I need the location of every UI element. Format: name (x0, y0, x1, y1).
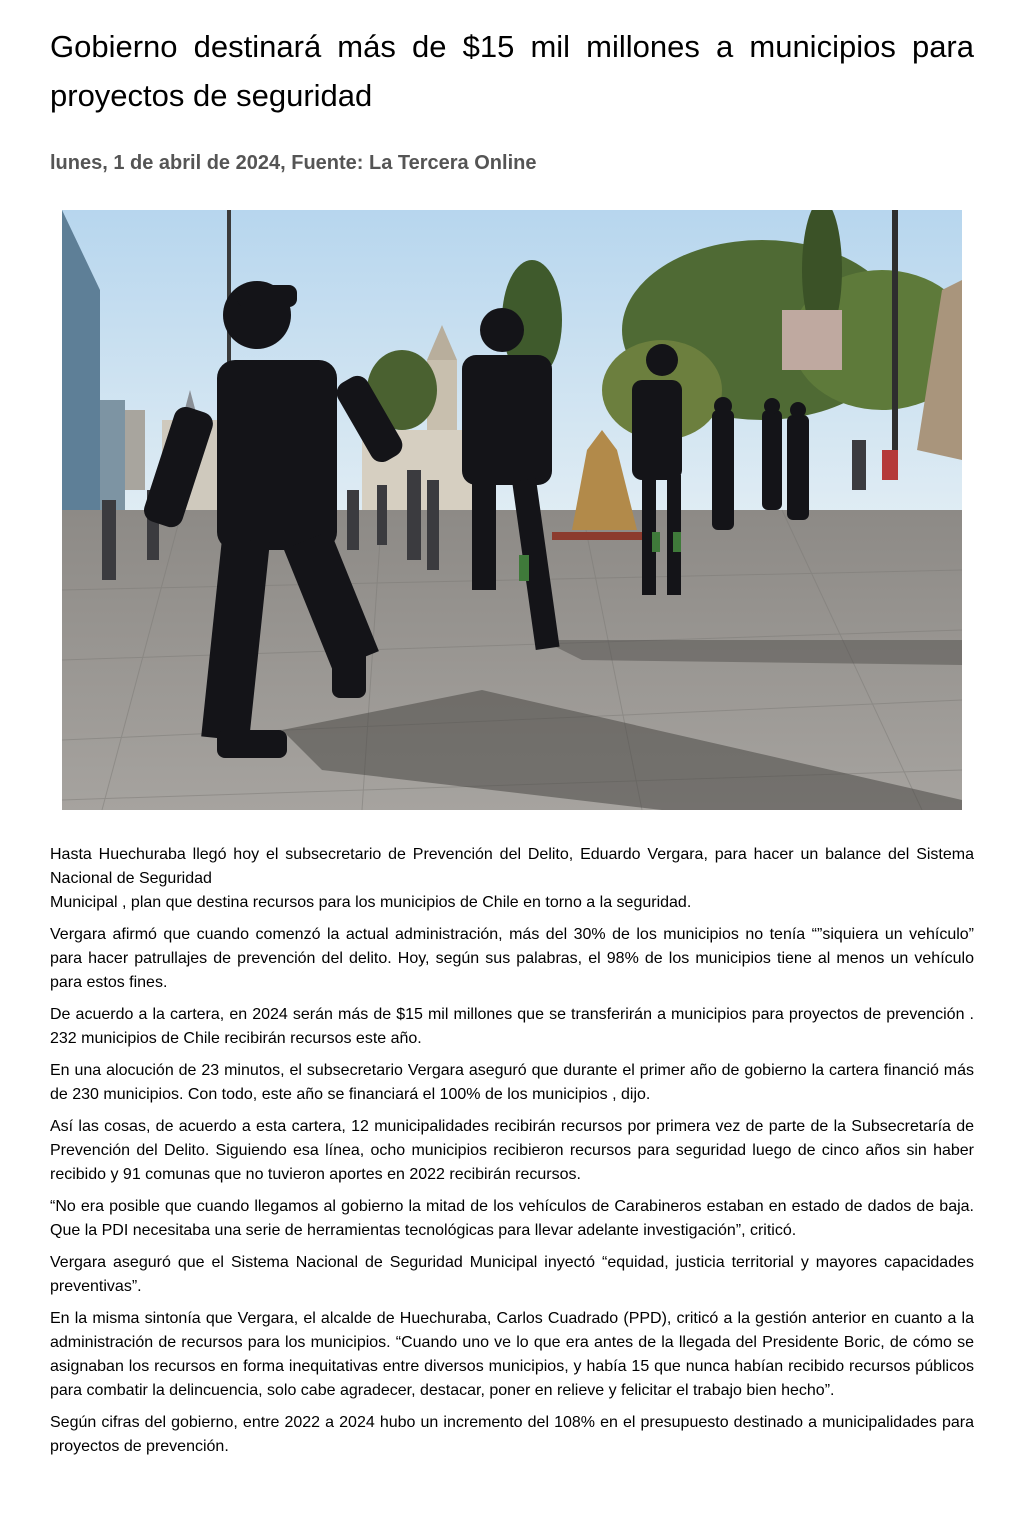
article-paragraph: Según cifras del gobierno, entre 2022 a 2024 hubo un incremento del 108% en el presupuesto destinado a municipalidades para proyectos de prevención. (50, 1414, 974, 1455)
article-photo (62, 210, 962, 810)
article-paragraph: En una alocución de 23 minutos, el subsecretario Vergara aseguró que durante el primer año de gobierno la cartera financió más de 230 municipios. Con todo, este año se financiará el 100% de los municipios , dijo. (50, 1062, 974, 1103)
article-paragraph: Municipal , plan que destina recursos para los municipios de Chile en torno a la seguridad. (50, 894, 692, 911)
article-date-source: lunes, 1 de abril de 2024, Fuente: La Tercera Online (50, 152, 537, 174)
article (50, 22, 974, 1467)
article-paragraph: Hasta Huechuraba llegó hoy el subsecretario de Prevención del Delito, Eduardo Vergara, para hacer un balance del Sistema Nacional de Seguridad (50, 846, 974, 887)
article-paragraph: “No era posible que cuando llegamos al gobierno la mitad de los vehículos de Carabineros estaban en estado de dados de baja. Que la PDI necesitaba una serie de herramientas tecnológicas para llevar adelante investigación”, criticó. (50, 1198, 974, 1239)
article-paragraph: De acuerdo a la cartera, en 2024 serán más de $15 mil millones que se transferirán a municipios para proyectos de prevención . 232 municipios de Chile recibirán recursos este año. (50, 1006, 974, 1047)
article-paragraph: Vergara aseguró que el Sistema Nacional de Seguridad Municipal inyectó “equidad, justicia territorial y mayores capacidades preventivas”. (50, 1254, 974, 1295)
article-paragraph: En la misma sintonía que Vergara, el alcalde de Huechuraba, Carlos Cuadrado (PPD), criticó a la gestión anterior en cuanto a la administración de recursos para los municipios. “Cuando uno ve lo que era antes de la llegada del Presidente Boric, de cómo se asignaban los recursos en forma inequitativas entre diversos municipios, y había 15 que nunca habían recibido recursos públicos para combatir la delincuencia, solo cabe agradecer, destacar, poner en relieve y felicitar el trabajo bien hecho”. (50, 1310, 974, 1399)
article-paragraph: Vergara afirmó que cuando comenzó la actual administración, más del 30% de los municipios no tenía “”siquiera un vehículo” para hacer patrullajes de prevención del delito. Hoy, según sus palabras, el 98% de los municipios tiene al menos un vehículo para estos fines. (50, 926, 974, 991)
article-title: Gobierno destinará más de $15 mil millones a municipios para proyectos de seguridad (50, 29, 974, 113)
article-paragraph: Así las cosas, de acuerdo a esta cartera, 12 municipalidades recibirán recursos por primera vez de parte de la Subsecretaría de Prevención del Delito. Siguiendo esa línea, ocho municipios recibieron recursos para seguridad luego de cinco años sin haber recibido y 91 comunas que no tuvieron aportes en 2022 recibirán recursos. (50, 1118, 974, 1183)
article-body (50, 843, 974, 1459)
